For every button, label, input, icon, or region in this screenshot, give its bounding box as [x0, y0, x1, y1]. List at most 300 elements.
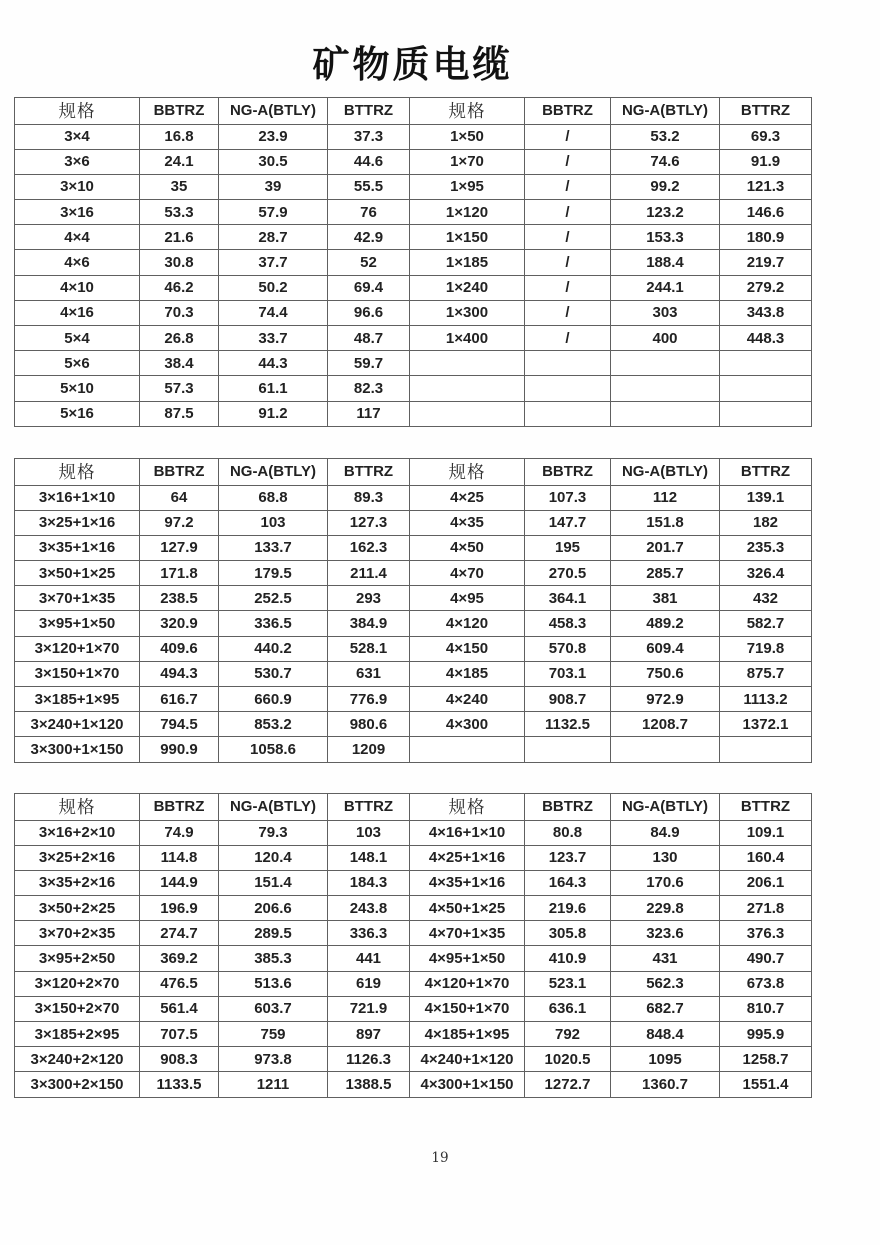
value-cell: 794.5 [140, 712, 219, 737]
value-cell: 305.8 [525, 921, 611, 946]
value-cell: 26.8 [140, 326, 219, 351]
spec-cell: 3×185+2×95 [15, 1022, 140, 1047]
value-cell: 603.7 [219, 996, 328, 1021]
value-cell: 52 [328, 250, 410, 275]
value-cell: 908.3 [140, 1047, 219, 1072]
table-row [15, 636, 812, 661]
value-cell: 364.1 [525, 586, 611, 611]
value-cell: 323.6 [611, 921, 720, 946]
table-row [15, 300, 812, 325]
value-cell: 109.1 [720, 820, 812, 845]
spec-cell: 3×150+1×70 [15, 661, 140, 686]
spec-cell: 4×50+1×25 [410, 896, 525, 921]
value-cell: 148.1 [328, 845, 410, 870]
value-cell: 528.1 [328, 636, 410, 661]
value-cell: 343.8 [720, 300, 812, 325]
value-cell: 973.8 [219, 1047, 328, 1072]
spec-cell: 4×120 [410, 611, 525, 636]
value-cell: 180.9 [720, 225, 812, 250]
value-cell: 432 [720, 586, 812, 611]
value-cell: 69.3 [720, 124, 812, 149]
value-cell: 582.7 [720, 611, 812, 636]
spec-cell: 4×50 [410, 535, 525, 560]
page-title: 矿物质电缆 [312, 42, 513, 86]
header-row [15, 459, 812, 486]
spec-column-header: 规格 [410, 794, 525, 821]
table-row [15, 870, 812, 895]
value-cell: 103 [219, 510, 328, 535]
spec-cell [410, 351, 525, 376]
value-cell: / [525, 174, 611, 199]
value-cell: 82.3 [328, 376, 410, 401]
value-cell: 897 [328, 1022, 410, 1047]
value-cell: 289.5 [219, 921, 328, 946]
spec-cell: 1×120 [410, 200, 525, 225]
value-cell: 28.7 [219, 225, 328, 250]
value-cell: 972.9 [611, 687, 720, 712]
value-cell: 42.9 [328, 225, 410, 250]
value-cell: 448.3 [720, 326, 812, 351]
value-cell: 23.9 [219, 124, 328, 149]
table-row [15, 124, 812, 149]
value-cell: 147.7 [525, 510, 611, 535]
table-row [15, 687, 812, 712]
value-cell: 1058.6 [219, 737, 328, 762]
column-header: NG-A(BTLY) [611, 794, 720, 821]
value-cell: / [525, 149, 611, 174]
table-row [15, 661, 812, 686]
table-row [15, 250, 812, 275]
table-row [15, 485, 812, 510]
table-row [15, 535, 812, 560]
table-row [15, 401, 812, 426]
spec-column-header: 规格 [15, 794, 140, 821]
column-header: BBTRZ [525, 459, 611, 486]
value-cell: 74.9 [140, 820, 219, 845]
value-cell: 369.2 [140, 946, 219, 971]
value-cell: 530.7 [219, 661, 328, 686]
value-cell: 188.4 [611, 250, 720, 275]
value-cell: 1272.7 [525, 1072, 611, 1097]
spec-cell: 3×16 [15, 200, 140, 225]
spec-column-header: 规格 [15, 459, 140, 486]
value-cell: 146.6 [720, 200, 812, 225]
value-cell: 980.6 [328, 712, 410, 737]
value-cell: 853.2 [219, 712, 328, 737]
value-cell: 107.3 [525, 485, 611, 510]
column-header: BTTRZ [328, 459, 410, 486]
value-cell: 96.6 [328, 300, 410, 325]
value-cell: 631 [328, 661, 410, 686]
column-header: NG-A(BTLY) [611, 98, 720, 125]
value-cell [611, 351, 720, 376]
value-cell: 48.7 [328, 326, 410, 351]
value-cell: 238.5 [140, 586, 219, 611]
value-cell: 759 [219, 1022, 328, 1047]
table-row [15, 326, 812, 351]
spec-cell: 3×35+1×16 [15, 535, 140, 560]
value-cell: 114.8 [140, 845, 219, 870]
column-header: BBTRZ [525, 98, 611, 125]
table-row [15, 712, 812, 737]
spec-cell: 1×240 [410, 275, 525, 300]
value-cell: 206.1 [720, 870, 812, 895]
table-row [15, 896, 812, 921]
spec-cell: 5×4 [15, 326, 140, 351]
value-cell: 53.2 [611, 124, 720, 149]
table-row [15, 1047, 812, 1072]
table-row [15, 946, 812, 971]
value-cell: 908.7 [525, 687, 611, 712]
value-cell: 409.6 [140, 636, 219, 661]
spec-cell: 4×150+1×70 [410, 996, 525, 1021]
column-header: NG-A(BTLY) [219, 459, 328, 486]
value-cell: 97.2 [140, 510, 219, 535]
value-cell: 244.1 [611, 275, 720, 300]
value-cell: 61.1 [219, 376, 328, 401]
value-cell: 320.9 [140, 611, 219, 636]
value-cell: 1208.7 [611, 712, 720, 737]
spec-cell: 3×70+2×35 [15, 921, 140, 946]
value-cell: 179.5 [219, 561, 328, 586]
value-cell: 792 [525, 1022, 611, 1047]
value-cell: 235.3 [720, 535, 812, 560]
spec-cell [410, 737, 525, 762]
value-cell: 326.4 [720, 561, 812, 586]
value-cell: 270.5 [525, 561, 611, 586]
value-cell: 1132.5 [525, 712, 611, 737]
value-cell [525, 376, 611, 401]
table-row [15, 845, 812, 870]
value-cell: 182 [720, 510, 812, 535]
value-cell: 376.3 [720, 921, 812, 946]
value-cell: 561.4 [140, 996, 219, 1021]
spec-cell: 1×50 [410, 124, 525, 149]
value-cell: 293 [328, 586, 410, 611]
spec-cell: 1×300 [410, 300, 525, 325]
value-cell: 64 [140, 485, 219, 510]
value-cell: 673.8 [720, 971, 812, 996]
table-row [15, 510, 812, 535]
value-cell [611, 376, 720, 401]
value-cell [720, 737, 812, 762]
value-cell: 385.3 [219, 946, 328, 971]
value-cell: 619 [328, 971, 410, 996]
value-cell: 476.5 [140, 971, 219, 996]
value-cell: 162.3 [328, 535, 410, 560]
value-cell: 211.4 [328, 561, 410, 586]
value-cell: 636.1 [525, 996, 611, 1021]
spec-cell: 3×50+1×25 [15, 561, 140, 586]
value-cell: 112 [611, 485, 720, 510]
spec-cell: 4×35+1×16 [410, 870, 525, 895]
value-cell [525, 351, 611, 376]
value-cell: 151.8 [611, 510, 720, 535]
value-cell: 50.2 [219, 275, 328, 300]
spec-cell: 1×95 [410, 174, 525, 199]
value-cell: 184.3 [328, 870, 410, 895]
value-cell: 750.6 [611, 661, 720, 686]
value-cell: 76 [328, 200, 410, 225]
header-row [15, 794, 812, 821]
value-cell [525, 737, 611, 762]
page-number: 19 [431, 1150, 449, 1166]
value-cell: / [525, 124, 611, 149]
spec-cell: 4×6 [15, 250, 140, 275]
value-cell: 160.4 [720, 845, 812, 870]
spec-cell: 4×4 [15, 225, 140, 250]
value-cell: 489.2 [611, 611, 720, 636]
value-cell: 127.9 [140, 535, 219, 560]
value-cell: 80.8 [525, 820, 611, 845]
value-cell: 848.4 [611, 1022, 720, 1047]
spec-cell: 4×16 [15, 300, 140, 325]
value-cell: 117 [328, 401, 410, 426]
table-row [15, 921, 812, 946]
value-cell: 274.7 [140, 921, 219, 946]
value-cell: 995.9 [720, 1022, 812, 1047]
value-cell: 1388.5 [328, 1072, 410, 1097]
value-cell: 171.8 [140, 561, 219, 586]
value-cell: 46.2 [140, 275, 219, 300]
value-cell: 431 [611, 946, 720, 971]
value-cell: 271.8 [720, 896, 812, 921]
value-cell: 570.8 [525, 636, 611, 661]
column-header: BTTRZ [720, 459, 812, 486]
value-cell: 303 [611, 300, 720, 325]
value-cell: / [525, 300, 611, 325]
value-cell: 24.1 [140, 149, 219, 174]
value-cell: / [525, 326, 611, 351]
column-header: BTTRZ [328, 98, 410, 125]
value-cell: 1133.5 [140, 1072, 219, 1097]
spec-cell [410, 376, 525, 401]
value-cell: 123.7 [525, 845, 611, 870]
table-row [15, 376, 812, 401]
value-cell: 69.4 [328, 275, 410, 300]
value-cell: 99.2 [611, 174, 720, 199]
value-cell: 74.6 [611, 149, 720, 174]
value-cell: 494.3 [140, 661, 219, 686]
spec-cell: 4×300 [410, 712, 525, 737]
spec-cell: 3×35+2×16 [15, 870, 140, 895]
column-header: NG-A(BTLY) [611, 459, 720, 486]
spec-column-header: 规格 [410, 459, 525, 486]
value-cell: 609.4 [611, 636, 720, 661]
spec-cell: 4×300+1×150 [410, 1072, 525, 1097]
spec-cell: 4×95+1×50 [410, 946, 525, 971]
value-cell: 336.5 [219, 611, 328, 636]
value-cell: 1126.3 [328, 1047, 410, 1072]
value-cell: 400 [611, 326, 720, 351]
table-row [15, 996, 812, 1021]
spec-cell: 4×25 [410, 485, 525, 510]
value-cell: 243.8 [328, 896, 410, 921]
value-cell: 707.5 [140, 1022, 219, 1047]
spec-cell: 4×150 [410, 636, 525, 661]
spec-cell: 3×120+1×70 [15, 636, 140, 661]
spec-cell: 3×95+2×50 [15, 946, 140, 971]
value-cell: 38.4 [140, 351, 219, 376]
value-cell: 703.1 [525, 661, 611, 686]
table-row [15, 174, 812, 199]
table-row [15, 586, 812, 611]
spec-cell: 3×300+1×150 [15, 737, 140, 762]
value-cell: 79.3 [219, 820, 328, 845]
value-cell: 35 [140, 174, 219, 199]
spec-cell: 4×120+1×70 [410, 971, 525, 996]
value-cell: 219.7 [720, 250, 812, 275]
table-row [15, 971, 812, 996]
column-header: BTTRZ [720, 98, 812, 125]
value-cell: 130 [611, 845, 720, 870]
spec-cell: 3×16+2×10 [15, 820, 140, 845]
value-cell: 37.7 [219, 250, 328, 275]
value-cell: 196.9 [140, 896, 219, 921]
table-row [15, 611, 812, 636]
spec-cell: 3×185+1×95 [15, 687, 140, 712]
spec-cell: 3×240+2×120 [15, 1047, 140, 1072]
value-cell: 153.3 [611, 225, 720, 250]
spec-cell: 3×240+1×120 [15, 712, 140, 737]
table-row [15, 1072, 812, 1097]
table-row [15, 149, 812, 174]
value-cell: 285.7 [611, 561, 720, 586]
value-cell: 490.7 [720, 946, 812, 971]
value-cell: 990.9 [140, 737, 219, 762]
spec-column-header: 规格 [15, 98, 140, 125]
value-cell: 1258.7 [720, 1047, 812, 1072]
table-row [15, 275, 812, 300]
value-cell: 133.7 [219, 535, 328, 560]
value-cell: 1020.5 [525, 1047, 611, 1072]
value-cell: 89.3 [328, 485, 410, 510]
value-cell: 513.6 [219, 971, 328, 996]
value-cell: 55.5 [328, 174, 410, 199]
spec-cell: 1×400 [410, 326, 525, 351]
value-cell: 682.7 [611, 996, 720, 1021]
spec-cell: 4×25+1×16 [410, 845, 525, 870]
value-cell: 441 [328, 946, 410, 971]
value-cell: 776.9 [328, 687, 410, 712]
value-cell: 44.6 [328, 149, 410, 174]
spec-cell: 3×70+1×35 [15, 586, 140, 611]
value-cell: 201.7 [611, 535, 720, 560]
value-cell: 229.8 [611, 896, 720, 921]
value-cell: 616.7 [140, 687, 219, 712]
cable-price-table-1 [14, 97, 812, 427]
spec-cell: 4×240 [410, 687, 525, 712]
header-row [15, 98, 812, 125]
spec-cell: 3×95+1×50 [15, 611, 140, 636]
value-cell: / [525, 200, 611, 225]
value-cell: 37.3 [328, 124, 410, 149]
value-cell: 170.6 [611, 870, 720, 895]
spec-cell: 3×300+2×150 [15, 1072, 140, 1097]
value-cell: 384.9 [328, 611, 410, 636]
column-header: BTTRZ [720, 794, 812, 821]
value-cell: 91.2 [219, 401, 328, 426]
value-cell: / [525, 225, 611, 250]
value-cell: 21.6 [140, 225, 219, 250]
spec-cell: 3×6 [15, 149, 140, 174]
value-cell: 195 [525, 535, 611, 560]
value-cell: 1372.1 [720, 712, 812, 737]
spec-cell: 1×70 [410, 149, 525, 174]
value-cell: 123.2 [611, 200, 720, 225]
value-cell: 721.9 [328, 996, 410, 1021]
value-cell: / [525, 250, 611, 275]
value-cell: 1551.4 [720, 1072, 812, 1097]
value-cell: 410.9 [525, 946, 611, 971]
spec-cell: 5×16 [15, 401, 140, 426]
spec-cell: 3×150+2×70 [15, 996, 140, 1021]
spec-cell: 1×150 [410, 225, 525, 250]
spec-cell: 4×35 [410, 510, 525, 535]
value-cell: 103 [328, 820, 410, 845]
spec-cell: 5×10 [15, 376, 140, 401]
value-cell: 458.3 [525, 611, 611, 636]
value-cell: 57.9 [219, 200, 328, 225]
cable-price-table-3 [14, 793, 812, 1098]
spec-cell [410, 401, 525, 426]
value-cell: 562.3 [611, 971, 720, 996]
value-cell [720, 401, 812, 426]
value-cell: 30.5 [219, 149, 328, 174]
value-cell: 70.3 [140, 300, 219, 325]
value-cell: 164.3 [525, 870, 611, 895]
table-row [15, 737, 812, 762]
value-cell: 144.9 [140, 870, 219, 895]
value-cell [720, 351, 812, 376]
value-cell: 1360.7 [611, 1072, 720, 1097]
spec-cell: 4×240+1×120 [410, 1047, 525, 1072]
table-row [15, 200, 812, 225]
value-cell: / [525, 275, 611, 300]
value-cell: 252.5 [219, 586, 328, 611]
spec-cell: 1×185 [410, 250, 525, 275]
table-row [15, 1022, 812, 1047]
spec-cell: 3×25+2×16 [15, 845, 140, 870]
value-cell: 127.3 [328, 510, 410, 535]
value-cell: 1211 [219, 1072, 328, 1097]
value-cell: 810.7 [720, 996, 812, 1021]
value-cell: 1113.2 [720, 687, 812, 712]
value-cell: 719.8 [720, 636, 812, 661]
spec-cell: 3×120+2×70 [15, 971, 140, 996]
column-header: BBTRZ [525, 794, 611, 821]
value-cell: 381 [611, 586, 720, 611]
value-cell: 1095 [611, 1047, 720, 1072]
value-cell [720, 376, 812, 401]
value-cell: 523.1 [525, 971, 611, 996]
value-cell: 1209 [328, 737, 410, 762]
column-header: BBTRZ [140, 98, 219, 125]
value-cell: 74.4 [219, 300, 328, 325]
value-cell: 87.5 [140, 401, 219, 426]
column-header: NG-A(BTLY) [219, 794, 328, 821]
value-cell: 68.8 [219, 485, 328, 510]
spec-cell: 3×16+1×10 [15, 485, 140, 510]
column-header: BBTRZ [140, 459, 219, 486]
value-cell: 57.3 [140, 376, 219, 401]
value-cell: 120.4 [219, 845, 328, 870]
table-row [15, 820, 812, 845]
cable-price-table-2 [14, 458, 812, 763]
value-cell: 440.2 [219, 636, 328, 661]
spec-column-header: 规格 [410, 98, 525, 125]
value-cell: 53.3 [140, 200, 219, 225]
